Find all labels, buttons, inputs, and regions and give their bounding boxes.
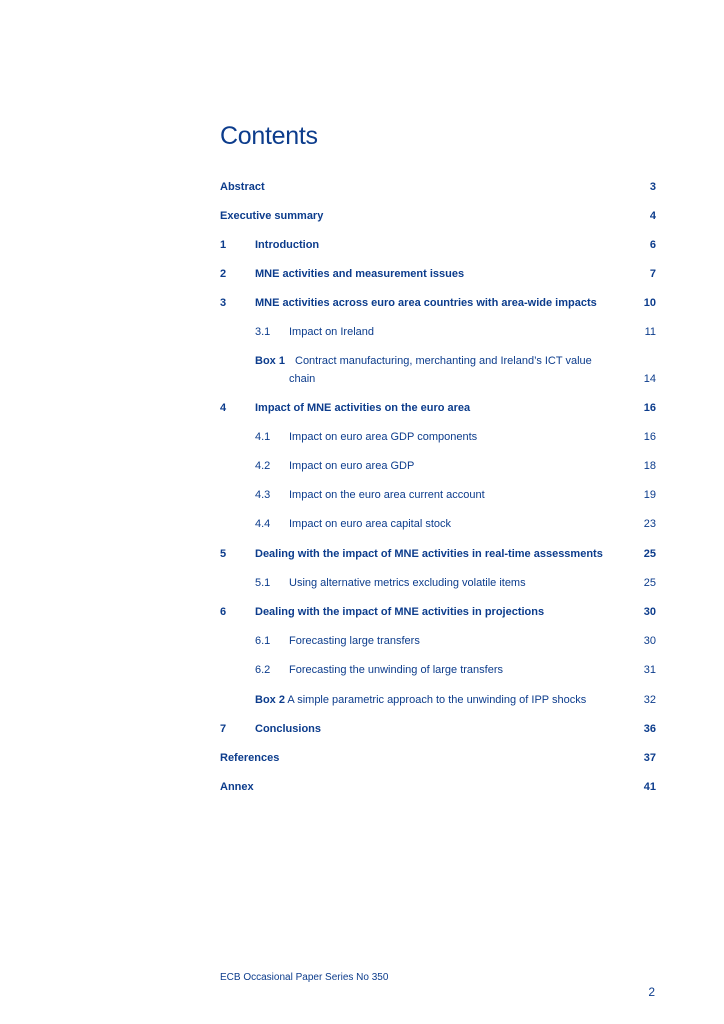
toc-number: 4.3: [255, 489, 271, 501]
footer-page-number: 2: [648, 985, 655, 999]
toc-page: 37: [643, 752, 656, 764]
toc-page: 11: [644, 326, 656, 338]
toc-label-continued: chain: [289, 373, 316, 385]
toc-label: A simple parametric approach to the unwinding of IPP shocks: [287, 694, 587, 706]
toc-page: 25: [643, 577, 656, 589]
toc-label: Dealing with the impact of MNE activities in projections: [255, 606, 545, 618]
toc-label: Using alternative metrics excluding volatile items: [289, 577, 526, 589]
toc-number: 3: [220, 297, 227, 309]
toc-page: 30: [643, 635, 656, 647]
toc-entry-box-1[interactable]: [220, 352, 656, 388]
toc-page: 10: [643, 297, 656, 309]
toc-label: Impact on euro area GDP: [289, 460, 415, 472]
toc-page: 19: [643, 489, 656, 501]
toc-page: 4: [649, 210, 656, 222]
toc-page: 36: [643, 723, 656, 735]
toc-page: 31: [643, 664, 656, 676]
toc-page: 16: [643, 431, 656, 443]
toc-label: Annex: [220, 781, 254, 793]
toc-label: Impact of MNE activities on the euro area: [255, 402, 471, 414]
toc-number: 2: [220, 268, 227, 280]
toc-label: Impact on euro area capital stock: [289, 518, 452, 530]
toc-box-number: Box 1: [255, 355, 285, 367]
toc-label-line: [255, 691, 586, 709]
toc-label: Introduction: [255, 239, 320, 251]
toc-label: Conclusions: [255, 723, 322, 735]
toc-label: Executive summary: [220, 210, 324, 222]
toc-page: 3: [649, 181, 656, 193]
toc-page: 41: [643, 781, 656, 793]
toc-number: 1: [220, 239, 227, 251]
footer-series-title: ECB Occasional Paper Series No 350: [220, 972, 389, 983]
toc-label: Forecasting the unwinding of large transfers: [289, 664, 504, 676]
toc-page: 16: [643, 402, 656, 414]
toc-label: Dealing with the impact of MNE activities in real-time assessments: [255, 548, 603, 560]
toc-number: 4.2: [255, 460, 271, 472]
toc-page: 32: [643, 694, 656, 706]
toc-box-number: Box 2: [255, 694, 285, 706]
toc-label: MNE activities and measurement issues: [255, 268, 465, 280]
toc-number: 6.2: [255, 664, 271, 676]
toc-number: 6: [220, 606, 227, 618]
toc-label: Impact on the euro area current account: [289, 489, 485, 501]
toc-label: References: [220, 752, 280, 764]
toc-number: 5.1: [255, 577, 271, 589]
toc-number: 7: [220, 723, 227, 735]
page-title: Contents: [220, 122, 318, 150]
toc-number: 4.1: [255, 431, 271, 443]
toc-number: 4: [220, 402, 227, 414]
toc-page: 6: [649, 239, 656, 251]
toc-page: 23: [643, 518, 656, 530]
toc-label: MNE activities across euro area countries with area-wide impacts: [255, 297, 597, 309]
toc-page: 18: [643, 460, 656, 472]
toc-label: Impact on Ireland: [289, 326, 374, 338]
toc-number: 5: [220, 548, 227, 560]
toc-label: Forecasting large transfers: [289, 635, 420, 647]
toc-label: Impact on euro area GDP components: [289, 431, 478, 443]
toc-number: 4.4: [255, 518, 271, 530]
toc-page: 30: [643, 606, 656, 618]
toc-page: 25: [643, 548, 656, 560]
toc-page: 7: [649, 268, 656, 280]
toc-label: Contract manufacturing, merchanting and Ireland’s ICT value: [295, 355, 592, 367]
toc-number: 3.1: [255, 326, 271, 338]
toc-label: Abstract: [220, 181, 265, 193]
toc-number: 6.1: [255, 635, 271, 647]
toc-page: 14: [643, 373, 656, 385]
